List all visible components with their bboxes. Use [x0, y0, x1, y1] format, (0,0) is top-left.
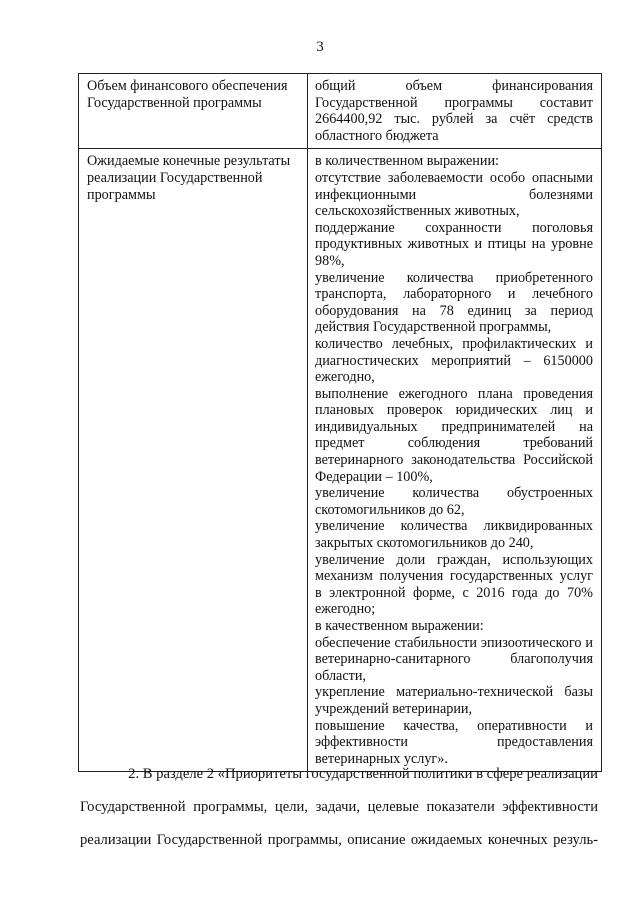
table-cell-line: повышение качества, оперативности и эффективности предоставления ветеринарных услуг». [315, 717, 593, 767]
table-cell-label: Объем финансового обеспечения Государственной программы [79, 74, 308, 149]
table-cell-line: поддержание сохранности поголовья продуктивных животных и птицы на уровне 98%, [315, 219, 593, 269]
paragraph-line: реализации Государственной программы, описание ожидаемых конечных резуль- [80, 832, 598, 848]
table-cell-line: увеличение количества ликвидированных закрытых скотомогильников до 240, [315, 518, 593, 552]
paragraph-line: Государственной программы, цели, задачи, целевые показатели эффективности [80, 799, 598, 815]
table-cell-line: количество лечебных, профилактических и диагностических мероприятий – 6150000 ежегодно, [315, 335, 593, 386]
paragraph-line: 2. В разделе 2 «Приоритеты государственной политики в сфере реализации [128, 766, 598, 782]
table-cell-line: в количественном выражении: [315, 153, 499, 170]
table-cell-line: увеличение доли граждан, использующих механизм получения государственных услуг в электронной форме, с 2016 года до 70% ежегодно; [315, 551, 593, 618]
table-row [79, 149, 602, 772]
table-row [79, 74, 602, 149]
table-cell-line: обеспечение стабильности эпизоотического и ветеринарно-санитарного благополучия области, [315, 634, 593, 684]
table-cell-line: укрепление материально-технической базы учреждений ветеринарии, [315, 684, 593, 717]
table-cell-value [308, 149, 602, 772]
table-cell-line: выполнение ежегодного плана проведения плановых проверок юридических лиц и индивидуальных предпринимателей на предмет соблюдения требований ветеринарного законодательства Российской Федерации – 100%, [315, 385, 593, 485]
table-cell-line: общий объем финансирования Государственной программы составит 2664400,92 тыс. рублей за счёт средств областного бюджета [315, 78, 593, 144]
table-cell-line: в качественном выражении: [315, 618, 484, 634]
table-cell-line: увеличение количества обустроенных скотомогильников до 62, [315, 485, 593, 518]
table-cell-value [308, 74, 602, 149]
page-number: 3 [316, 39, 324, 55]
table-cell-line: увеличение количества приобретенного транспорта, лабораторного и лечебного оборудования на 78 единиц за период действия Государственной программы, [315, 269, 593, 336]
table-cell-label: Ожидаемые конечные результаты реализации Государственной программы [79, 149, 308, 772]
program-passport-table [78, 73, 602, 772]
table-cell-line: отсутствие заболеваемости особо опасными инфекционными болезнями сельскохозяйственных животных, [315, 169, 593, 220]
